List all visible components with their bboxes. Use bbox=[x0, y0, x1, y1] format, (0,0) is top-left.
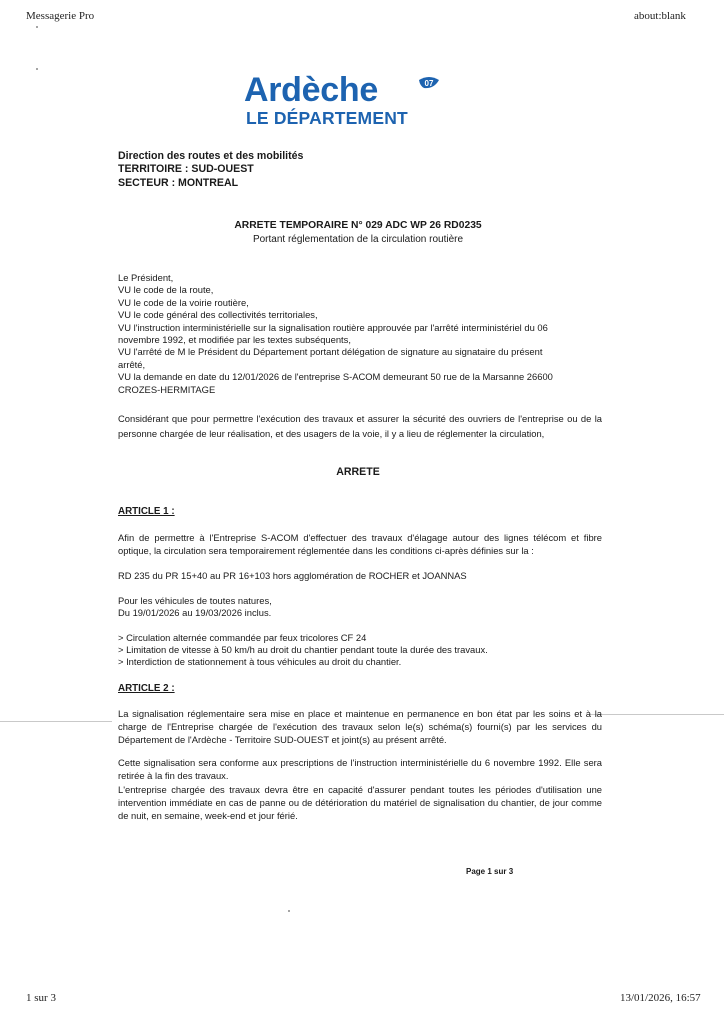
logo-badge-text: 07 bbox=[424, 79, 434, 88]
logo-subtitle: LE DÉPARTEMENT bbox=[246, 108, 408, 128]
scan-line-left bbox=[0, 721, 112, 722]
logo-badge-icon bbox=[418, 76, 440, 90]
article-1-measures bbox=[118, 632, 602, 669]
article-2-heading: ARTICLE 2 : bbox=[118, 683, 175, 694]
measure-item: > Interdiction de stationnement à tous véhicules au droit du chantier. bbox=[118, 656, 402, 668]
scan-speck bbox=[36, 68, 38, 70]
article-2-paragraph-2: Cette signalisation sera conforme aux prescriptions de l'instruction interministérielle du 6 novembre 1992. Elle sera retirée à la fin des travaux. bbox=[118, 757, 602, 781]
article-2-paragraph-1: La signalisation réglementaire sera mise en place et maintenue en permanence en bon état par les soins et à la charge de l'Entreprise chargée de l'exécution des travaux selon le(s) schéma(s) fourni(s) par les services du Département de l'Ardèche - Territoire SUD-OUEST et joint(s) au présent arrêté. bbox=[118, 708, 602, 745]
article-1-dates: Du 19/01/2026 au 19/03/2026 inclus. bbox=[118, 607, 272, 618]
vu-line: VU le code de la voirie routière, bbox=[118, 296, 249, 308]
logo-name: Ardèche bbox=[244, 71, 378, 109]
vu-line: VU l'instruction interministérielle sur la signalisation routière approuvée par l'arrêté interministériel du 06 bbox=[118, 321, 548, 333]
print-footer-left: 1 sur 3 bbox=[26, 992, 56, 1004]
header-line: TERRITOIRE : SUD-OUEST bbox=[118, 163, 254, 176]
print-header-right: about:blank bbox=[634, 10, 686, 22]
document-subtitle: Portant réglementation de la circulation routière bbox=[252, 234, 464, 245]
article-1-heading: ARTICLE 1 : bbox=[118, 506, 175, 517]
vu-line: novembre 1992, et modifiée par les textes subséquents, bbox=[118, 334, 351, 346]
print-header-left: Messagerie Pro bbox=[26, 10, 95, 22]
article-2-paragraph-3: L'entreprise chargée des travaux devra être en capacité d'assurer pendant toutes les périodes d'utilisation une intervention immédiate en cas de panne ou de détérioration du matériel de signalisation du chantier, de jour comme de nuit, en semaine, week-end et jour férié. bbox=[118, 784, 602, 821]
legal-basis bbox=[118, 272, 602, 396]
article-1-location: RD 235 du PR 15+40 au PR 16+103 hors agglomération de ROCHER et JOANNAS bbox=[118, 570, 467, 581]
considerant-paragraph: Considérant que pour permettre l'exécution des travaux et assurer la sécurité des ouvriers de l'entreprise ou de la personne chargée de leur réalisation, et des usagers de la voie, il y a lieu de réglementer la circulation, bbox=[118, 413, 602, 440]
header-line: SECTEUR : MONTREAL bbox=[118, 176, 239, 189]
vu-line: VU le code de la route, bbox=[118, 284, 214, 296]
page-number: Page 1 sur 3 bbox=[466, 867, 514, 876]
vu-line: CROZES-HERMITAGE bbox=[118, 383, 216, 395]
vu-line: arrêté, bbox=[118, 358, 146, 370]
article-1-vehicles: Pour les véhicules de toutes natures, bbox=[118, 595, 272, 606]
scan-line-right bbox=[590, 714, 724, 715]
vu-line: VU le code général des collectivités territoriales, bbox=[118, 309, 318, 321]
issuing-service bbox=[118, 150, 303, 190]
measure-item: > Limitation de vitesse à 50 km/h au droit du chantier pendant toute la durée des travaux. bbox=[118, 644, 488, 656]
measure-item: > Circulation alternée commandée par feux tricolores CF 24 bbox=[118, 632, 367, 643]
print-footer-right: 13/01/2026, 16:57 bbox=[620, 992, 701, 1004]
department-logo bbox=[244, 71, 454, 130]
arrete-heading: ARRETE bbox=[336, 466, 380, 478]
scan-speck bbox=[36, 26, 38, 28]
article-1-intro: Afin de permettre à l'Entreprise S-ACOM d'effectuer des travaux d'élagage autour des lignes télécom et fibre optique, la circulation sera temporairement réglementée dans les conditions ci-après définies sur la : bbox=[118, 532, 602, 556]
document-title: ARRETE TEMPORAIRE N° 029 ADC WP 26 RD0235 bbox=[234, 220, 482, 231]
scan-speck bbox=[288, 910, 290, 912]
vu-line: VU la demande en date du 12/01/2026 de l'entreprise S-ACOM demeurant 50 rue de la Marsanne 26600 bbox=[118, 371, 553, 383]
header-line: Direction des routes et des mobilités bbox=[118, 150, 304, 162]
vu-line: VU l'arrêté de M le Président du Département portant délégation de signature au signataire du présent bbox=[118, 346, 543, 358]
vu-line: Le Président, bbox=[118, 272, 174, 283]
